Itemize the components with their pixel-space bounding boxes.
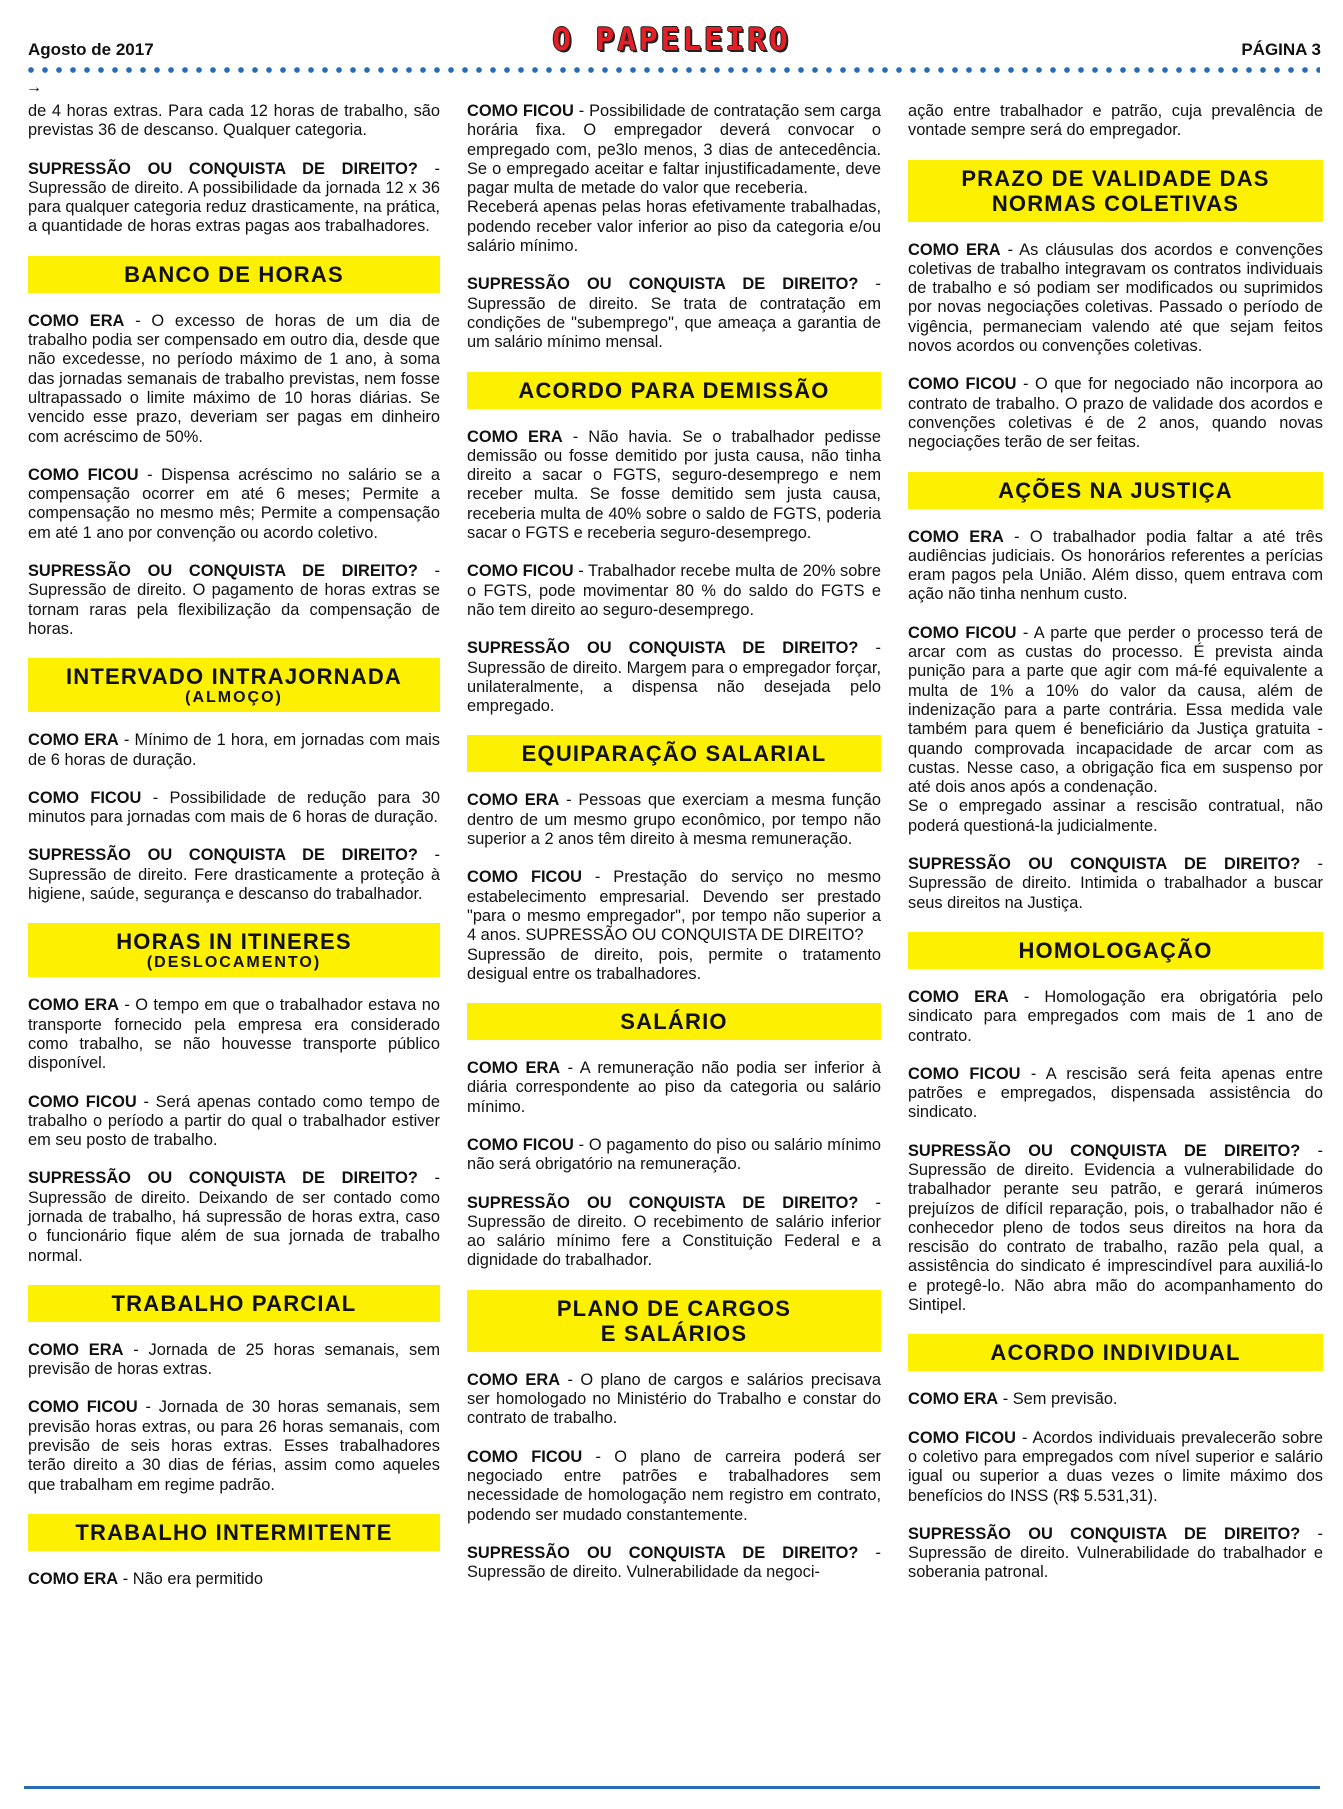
paragraph [908,1429,1323,1506]
section-heading [908,160,1323,222]
paragraph [908,1065,1323,1123]
paragraph-text: - Dispensa acréscimo no salário se a compensação ocorrer em até 6 meses; Permite a compensação no mesmo mês; Permite a compensação em até 1 ano por convenção ou acordo coletivo. [28,465,441,542]
paragraph [467,562,881,620]
paragraph-label: COMO FICOU [908,1064,1021,1083]
paragraph [467,102,881,256]
section-heading [908,932,1323,969]
paragraph-text: - Supressão de direito. Se trata de contratação em condições de "subemprego", que ameaça a garantia de um salário mínimo mensal. [467,275,882,352]
section-title: SALÁRIO [620,1009,728,1035]
paragraph-label: COMO FICOU [467,102,574,120]
paragraph [467,1059,881,1117]
section-heading [908,472,1323,509]
paragraph [467,428,881,544]
paragraph [28,731,440,770]
paragraph-text: - Não era permitido [118,1569,263,1588]
paragraph-text: - O excesso de horas de um dia de trabalho podia ser compensado em outro dia, desde que não excedesse, no período máximo de 1 ano, à soma das jornadas semanais de trabalho previstas, nem fosse ultrapassado o limite máximo de 10 horas diárias. Se vencido esse prazo, deveriam ser pagas em dinheiro com acréscimo de 50%. [28,311,440,446]
footer-divider [24,1786,1320,1789]
paragraph [28,160,440,237]
section-heading [467,372,881,409]
paragraph [908,1142,1323,1316]
paragraph-text: ação entre trabalhador e patrão, cuja prevalência de vontade sempre será do empregador. [908,102,1323,140]
paragraph [908,624,1323,836]
paragraph-label: COMO ERA [908,987,1009,1006]
paragraph [28,996,440,1073]
paragraph [467,1448,881,1525]
page-header [0,0,1343,96]
column-3 [908,102,1323,1602]
paragraph [908,1525,1323,1583]
paragraph-text: - O tempo em que o trabalhador estava no transporte fornecido pela empresa era considerado como trabalho, se não houvesse transporte público disponível. [28,996,440,1073]
paragraph-text: - Acordos individuais prevalecerão sobre o coletivo para empregados com nível superior e salário igual ou superior a duas vezes o limite máximo dos benefícios do INSS (R$ 5.531,31). [908,1428,1323,1505]
section-subtitle: (ALMOÇO) [185,689,283,707]
paragraph-label: SUPRESSÃO OU CONQUISTA DE DIREITO? [28,846,418,865]
section-title: INTERVADO INTRAJORNADA [65,664,403,690]
paragraph [908,1390,1323,1409]
paragraph-label: COMO FICOU [28,1092,137,1111]
paragraph-text: - A rescisão será feita apenas entre patrões e empregados, dispensada assistência do sindicato. [908,1064,1323,1122]
paragraph-text: - Supressão de direito. O pagamento de horas extras se tornam raras pela flexibilização da compensação de horas. [28,562,440,638]
paragraph-text: - Supressão de direito. O recebimento de salário inferior ao salário mínimo fere a Constituição Federal e a dignidade do trabalhador. [467,1193,882,1270]
paragraph-label: SUPRESSÃO OU CONQUISTA DE DIREITO? [28,562,418,581]
paragraph-text: - Homologação era obrigatória pelo sindicato para empregados com mais de 1 ano de contrato. [908,987,1323,1045]
column-1 [28,102,440,1608]
paragraph-text: - As cláusulas dos acordos e convenções coletivas de trabalho integravam os contratos individuais de trabalho e só podiam ser modificados ou suprimidos por novas negociações coletivas. Passado o período de vigência, permaneciam valendo até que sejam feitos novos acordos ou convenções coletivas. [908,240,1323,356]
paragraph-text: - Possibilidade de contratação sem carga horária fixa. O empregador deverá convocar o empregado com, pe3lo menos, 3 dias de antecedência. Se o empregado aceitar e faltar injustificadamente, deve pagar multa de metade do valor que receberia. Receberá apenas pelas horas efetivamente trabalhadas, podendo receber valor inferior ao piso da categoria e/ou salário mínimo. [467,102,881,256]
paragraph-label: SUPRESSÃO OU CONQUISTA DE DIREITO? [28,159,418,178]
paragraph-label: COMO ERA [908,1390,999,1409]
issue-date: Agosto de 2017 [28,40,154,59]
paragraph-text: - Supressão de direito. Deixando de ser contado como jornada de trabalho, há supressão de horas extra, caso o funcionário fique além de sua jornada de trabalho normal. [28,1169,440,1265]
paragraph-text: - Sem previsão. [998,1390,1118,1409]
paragraph-text: - Supressão de direito. A possibilidade da jornada 12 x 36 para qualquer categoria reduz drasticamente, na prática, a quantidade de horas extras pagas aos trabalhadores. [28,159,440,236]
paragraph [28,1570,440,1589]
section-title: PRAZO DE VALIDADE DAS [961,165,1270,191]
paragraph-text: - Não havia. Se o trabalhador pedisse demissão ou fosse demitido por justa causa, não tinha direito a sacar o FGTS, seguro-desemprego e nem receber multa. Se fosse demitido sem justa causa, receberia multa de 40% sobre o saldo de FGTS, poderia sacar o FGTS e receberia seguro-desemprego. [467,427,881,543]
section-subtitle: (DESLOCAMENTO) [146,954,322,972]
section-title: TRABALHO INTERMITENTE [75,1519,393,1545]
paragraph-text: - O trabalhador podia faltar a até três audiências judiciais. Os honorários referentes a perícias eram pagos pela União. Além disso, quem entrava com ação não tinha nenhum custo. [908,527,1323,604]
paragraph [28,846,440,904]
section-heading [908,1334,1323,1371]
paragraph-text: de 4 horas extras. Para cada 12 horas de trabalho, são previstas 36 de descanso. Qualquer categoria. [28,102,440,140]
paragraph-label: SUPRESSÃO OU CONQUISTA DE DIREITO? [467,275,859,294]
paragraph [467,1371,881,1429]
paragraph-label: COMO FICOU [467,1135,574,1154]
section-heading [28,923,440,977]
section-title: ACORDO PARA DEMISSÃO [518,377,830,403]
paragraph-label: COMO FICOU [28,788,142,807]
section-title: BANCO DE HORAS [124,261,344,287]
paragraph [467,1136,881,1175]
paragraph [467,639,881,716]
paragraph-text: - Supressão de direito. Evidencia a vulnerabilidade do trabalhador perante seu patrão, e gerará inúmeros prejuízos de difícil reparação, pois, o trabalhador não é conhecedor pleno de todos seus direitos na hora da rescisão do contrato de trabalho, razão pela qual, a assistência do sindicato é imprescindível para auxiliá-lo e protegê-lo. Não abra mão do acompanhamento do Sintipel. [908,1141,1324,1315]
paragraph [908,102,1323,141]
section-subtitle: E SALÁRIOS [600,1320,748,1346]
section-heading [467,1003,881,1040]
paragraph-text: - A remuneração não podia ser inferior à diária correspondente ao piso da categoria ou salário mínimo. [467,1059,881,1116]
paragraph-label: COMO ERA [28,311,125,330]
paragraph [28,1341,440,1380]
paragraph-text: - Supressão de direito. Intimida o trabalhador a buscar seus direitos na Justiça. [908,855,1324,912]
section-title: TRABALHO PARCIAL [111,1290,357,1316]
paragraph-text: - O pagamento do piso ou salário mínimo não será obrigatório na remuneração. [467,1135,881,1174]
paragraph-label: COMO ERA [28,731,119,750]
paragraph-label: COMO ERA [28,1340,124,1359]
section-heading [28,256,440,293]
paragraph-label: COMO FICOU [467,562,574,581]
paragraph-label: COMO FICOU [467,1447,583,1466]
paragraph [28,102,440,141]
paragraph-text: - Prestação do serviço no mesmo estabelecimento empresarial. Devendo ser prestado "para o mesmo empregador", por tempo não superior a 4 anos. SUPRESSÃO OU CONQUISTA DE DIREITO? Supressão de direito, pois, permite o tratamento desigual entre os trabalhadores. [467,868,882,983]
paragraph-label: COMO ERA [908,527,1004,546]
paragraph-label: COMO FICOU [908,623,1017,642]
paragraph-label: SUPRESSÃO OU CONQUISTA DE DIREITO? [28,1169,418,1188]
paragraph-label: SUPRESSÃO OU CONQUISTA DE DIREITO? [908,1141,1301,1160]
paragraph-label: SUPRESSÃO OU CONQUISTA DE DIREITO? [467,1193,859,1212]
paragraph-label: COMO ERA [28,996,119,1015]
continue-arrow-icon: → [26,79,42,96]
paragraph-label: COMO ERA [908,240,1001,259]
paragraph-label: COMO ERA [467,791,560,810]
paragraph-text: - O que for negociado não incorpora ao contrato de trabalho. O prazo de validade dos acordos e convenções coletivas é de 2 anos, quando novas negociações terão de ser feitas. [908,375,1324,452]
paragraph-text: - A parte que perder o processo terá de arcar com as custas do processo. É prevista ainda punição para a parte que agir com má-fé equivalente a multa de 1% a 10% do valor da causa, além de indenização para a parte contrária. Essa medida vale também para quem é beneficiário da Justiça gratuita - quando comprovada incapacidade de arcar com as custas. Nesse caso, a obrigação fica em suspenso por até dois anos após a condenação. Se o empregado assinar a rescisão contratual, não poderá questioná-la judicialmente. [908,623,1324,835]
paragraph [467,1194,881,1271]
section-heading [28,1514,440,1551]
paragraph [28,562,440,639]
paragraph-text: - Será apenas contado como tempo de trabalho o período a partir do qual o trabalhador estiver em seu posto de trabalho. [28,1092,440,1150]
paragraph [467,275,881,352]
paragraph [908,855,1323,913]
section-heading [28,1285,440,1322]
masthead-logo: O PAPELEIRO [552,22,791,58]
paragraph-label: SUPRESSÃO OU CONQUISTA DE DIREITO? [467,1543,859,1562]
paragraph-label: COMO ERA [28,1569,119,1588]
paragraph-label: COMO FICOU [467,868,582,887]
paragraph-label: COMO FICOU [28,465,139,484]
paragraph-label: COMO FICOU [28,1398,138,1417]
paragraph-label: SUPRESSÃO OU CONQUISTA DE DIREITO? [467,639,859,658]
paragraph [467,791,881,849]
paragraph-text: - O plano de cargos e salários precisava ser homologado no Ministério do Trabalho e constar do contrato de trabalho. [467,1370,881,1428]
paragraph [908,528,1323,605]
paragraph-label: COMO ERA [467,427,563,446]
paragraph-text: - O plano de carreira poderá ser negociado entre patrões e trabalhadores sem necessidade de homologação nem registro em contrato, podendo ser mudado constantemente. [467,1447,881,1524]
paragraph [28,789,440,828]
page-number: PÁGINA 3 [1241,40,1321,59]
paragraph-text: - Supressão de direito. Fere drasticamente a proteção à higiene, saúde, segurança e descanso do trabalhador. [28,846,440,904]
paragraph-text: - Pessoas que exerciam a mesma função dentro de um mesmo grupo econômico, por tempo não superior a 2 anos têm direito à mesma remuneração. [467,791,881,849]
section-title: PLANO DE CARGOS [556,1295,792,1321]
dotted-divider [24,66,1320,74]
paragraph [28,312,440,447]
section-heading [467,1290,881,1352]
paragraph [28,1398,440,1494]
paragraph-label: SUPRESSÃO OU CONQUISTA DE DIREITO? [908,855,1301,874]
paragraph [908,375,1323,452]
section-title: EQUIPARAÇÃO SALARIAL [521,741,827,767]
column-2 [467,102,881,1601]
section-title: ACORDO INDIVIDUAL [990,1340,1241,1366]
section-title: HOMOLOGAÇÃO [1018,937,1213,963]
paragraph-text: - Mínimo de 1 hora, em jornadas com mais de 6 horas de duração. [28,731,440,769]
paragraph [467,868,881,984]
paragraph-text: - Supressão de direito. Vulnerabilidade do trabalhador e soberania patronal. [908,1524,1324,1582]
paragraph-label: SUPRESSÃO OU CONQUISTA DE DIREITO? [908,1524,1301,1543]
paragraph [908,988,1323,1046]
paragraph-label: COMO ERA [467,1370,561,1389]
paragraph-label: COMO ERA [467,1059,561,1078]
section-heading [28,658,440,712]
paragraph [908,241,1323,357]
paragraph [28,466,440,543]
paragraph-label: COMO FICOU [908,375,1017,394]
section-title: AÇÕES NA JUSTIÇA [998,477,1233,503]
paragraph [28,1169,440,1265]
paragraph [467,1544,881,1583]
paragraph-text: - Supressão de direito. Margem para o empregador forçar, unilateralmente, a dispensa não desejada pelo empregado. [467,639,882,716]
paragraph-text: - Possibilidade de redução para 30 minutos para jornadas com mais de 6 horas de duração. [28,788,441,827]
paragraph-text: - Trabalhador recebe multa de 20% sobre o FGTS, pode movimentar 80 % do saldo do FGTS e não tem direito ao seguro-desemprego. [467,562,882,619]
paragraph-text: - Jornada de 30 horas semanais, sem previsão horas extras, ou para 26 horas semanais, com previsão de seis horas extras. Esses trabalhadores terão direito a 30 dias de férias, assim como aqueles que trabalham em regime padrão. [28,1398,441,1494]
paragraph [28,1093,440,1151]
paragraph-label: COMO FICOU [908,1428,1016,1447]
section-heading [467,735,881,772]
paragraph-text: - Jornada de 25 horas semanais, sem previsão de horas extras. [28,1340,440,1379]
paragraph-text: - Supressão de direito. Vulnerabilidade da negoci- [467,1543,882,1582]
section-title: HORAS IN ITINERES [116,929,352,955]
section-subtitle: NORMAS COLETIVAS [991,190,1240,216]
